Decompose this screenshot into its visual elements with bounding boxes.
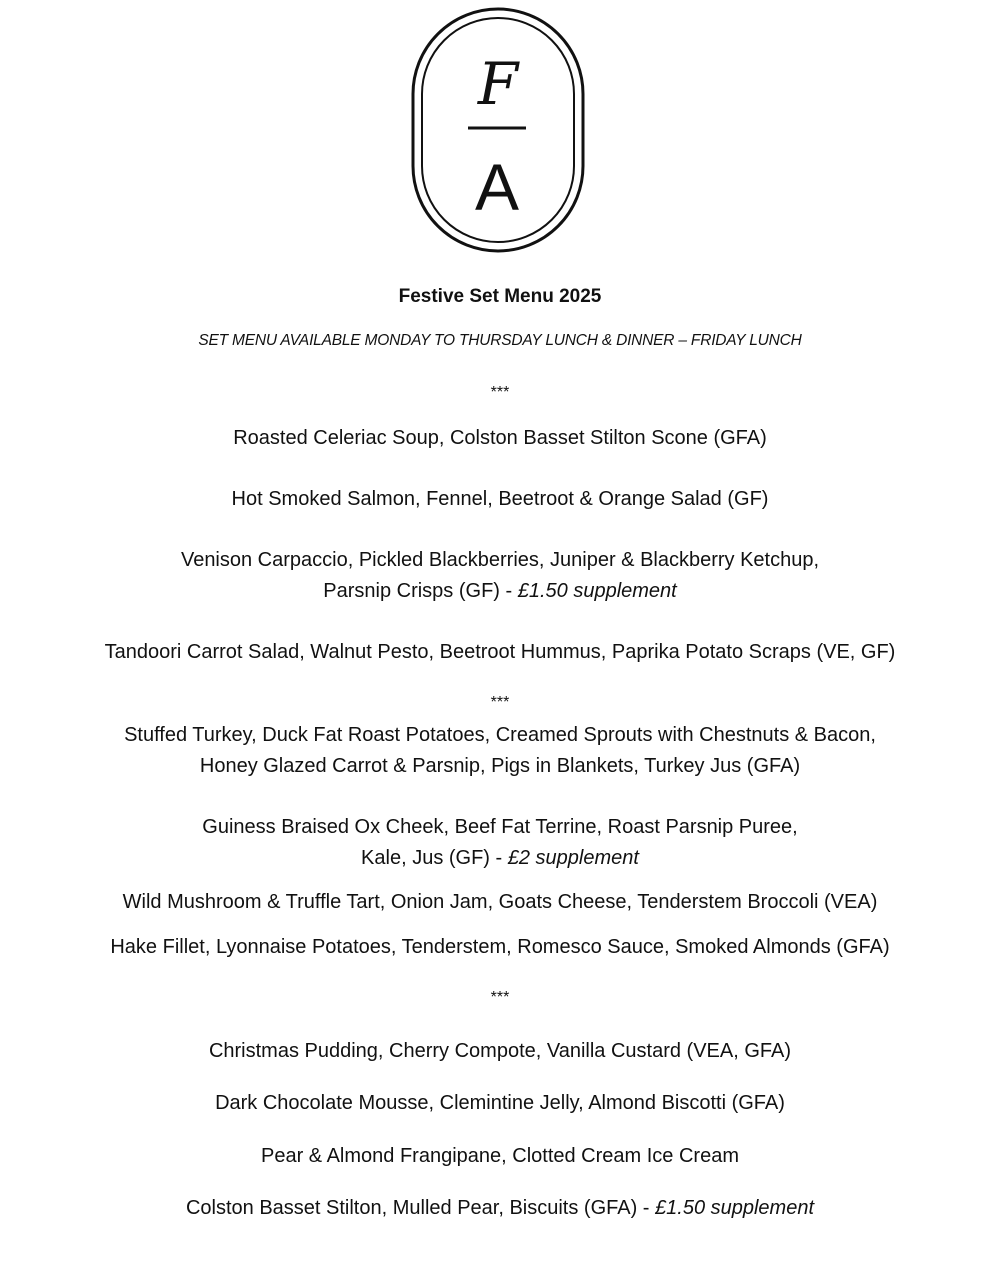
section-separator: ***: [490, 989, 510, 1006]
logo-letter-a: A: [474, 150, 520, 224]
item-text: Colston Basset Stilton, Mulled Pear, Biscuits (GFA) -: [185, 1197, 656, 1219]
main-item-continued: [0, 846, 1000, 870]
supplement-price: £2 supplement: [507, 847, 639, 869]
main-item: Wild Mushroom & Truffle Tart, Onion Jam, Goats Cheese, Tenderstem Broccoli (VEA): [122, 891, 878, 913]
starter-item: Tandoori Carrot Salad, Walnut Pesto, Beetroot Hummus, Paprika Potato Scraps (VE, GF): [104, 641, 896, 663]
section-separator: ***: [490, 694, 510, 711]
main-item: Hake Fillet, Lyonnaise Potatoes, Tenderstem, Romesco Sauce, Smoked Almonds (GFA): [110, 936, 890, 958]
starter-item: Roasted Celeriac Soup, Colston Basset Stilton Scone (GFA): [233, 427, 767, 449]
main-item: Guiness Braised Ox Cheek, Beef Fat Terrine, Roast Parsnip Puree,: [202, 816, 798, 838]
starter-item: Hot Smoked Salmon, Fennel, Beetroot & Orange Salad (GF): [231, 488, 769, 510]
starter-item: Venison Carpaccio, Pickled Blackberries, Juniper & Blackberry Ketchup,: [180, 549, 820, 571]
main-item: Stuffed Turkey, Duck Fat Roast Potatoes, Creamed Sprouts with Chestnuts & Bacon,: [124, 724, 876, 746]
dessert-item: Dark Chocolate Mousse, Clemintine Jelly, Almond Biscotti (GFA): [215, 1092, 785, 1114]
supplement-price: £1.50 supplement: [655, 1197, 815, 1219]
starter-item-continued: [0, 579, 1000, 603]
item-text: Kale, Jus (GF) -: [361, 847, 508, 869]
logo-letter-f: F: [477, 50, 519, 118]
supplement-price: £1.50 supplement: [517, 580, 677, 602]
main-item-continued: Honey Glazed Carrot & Parsnip, Pigs in Blankets, Turkey Jus (GFA): [199, 755, 801, 777]
section-separator: ***: [490, 384, 510, 401]
menu-availability: SET MENU AVAILABLE MONDAY TO THURSDAY LUNCH & DINNER – FRIDAY LUNCH: [198, 332, 802, 349]
menu-title: Festive Set Menu 2025: [398, 286, 602, 307]
dessert-item: Christmas Pudding, Cherry Compote, Vanilla Custard (VEA, GFA): [208, 1040, 792, 1062]
dessert-item: Pear & Almond Frangipane, Clotted Cream Ice Cream: [261, 1145, 739, 1167]
restaurant-logo: [410, 6, 586, 254]
dessert-item: [0, 1196, 1000, 1220]
item-text: Parsnip Crisps (GF) -: [323, 580, 518, 602]
